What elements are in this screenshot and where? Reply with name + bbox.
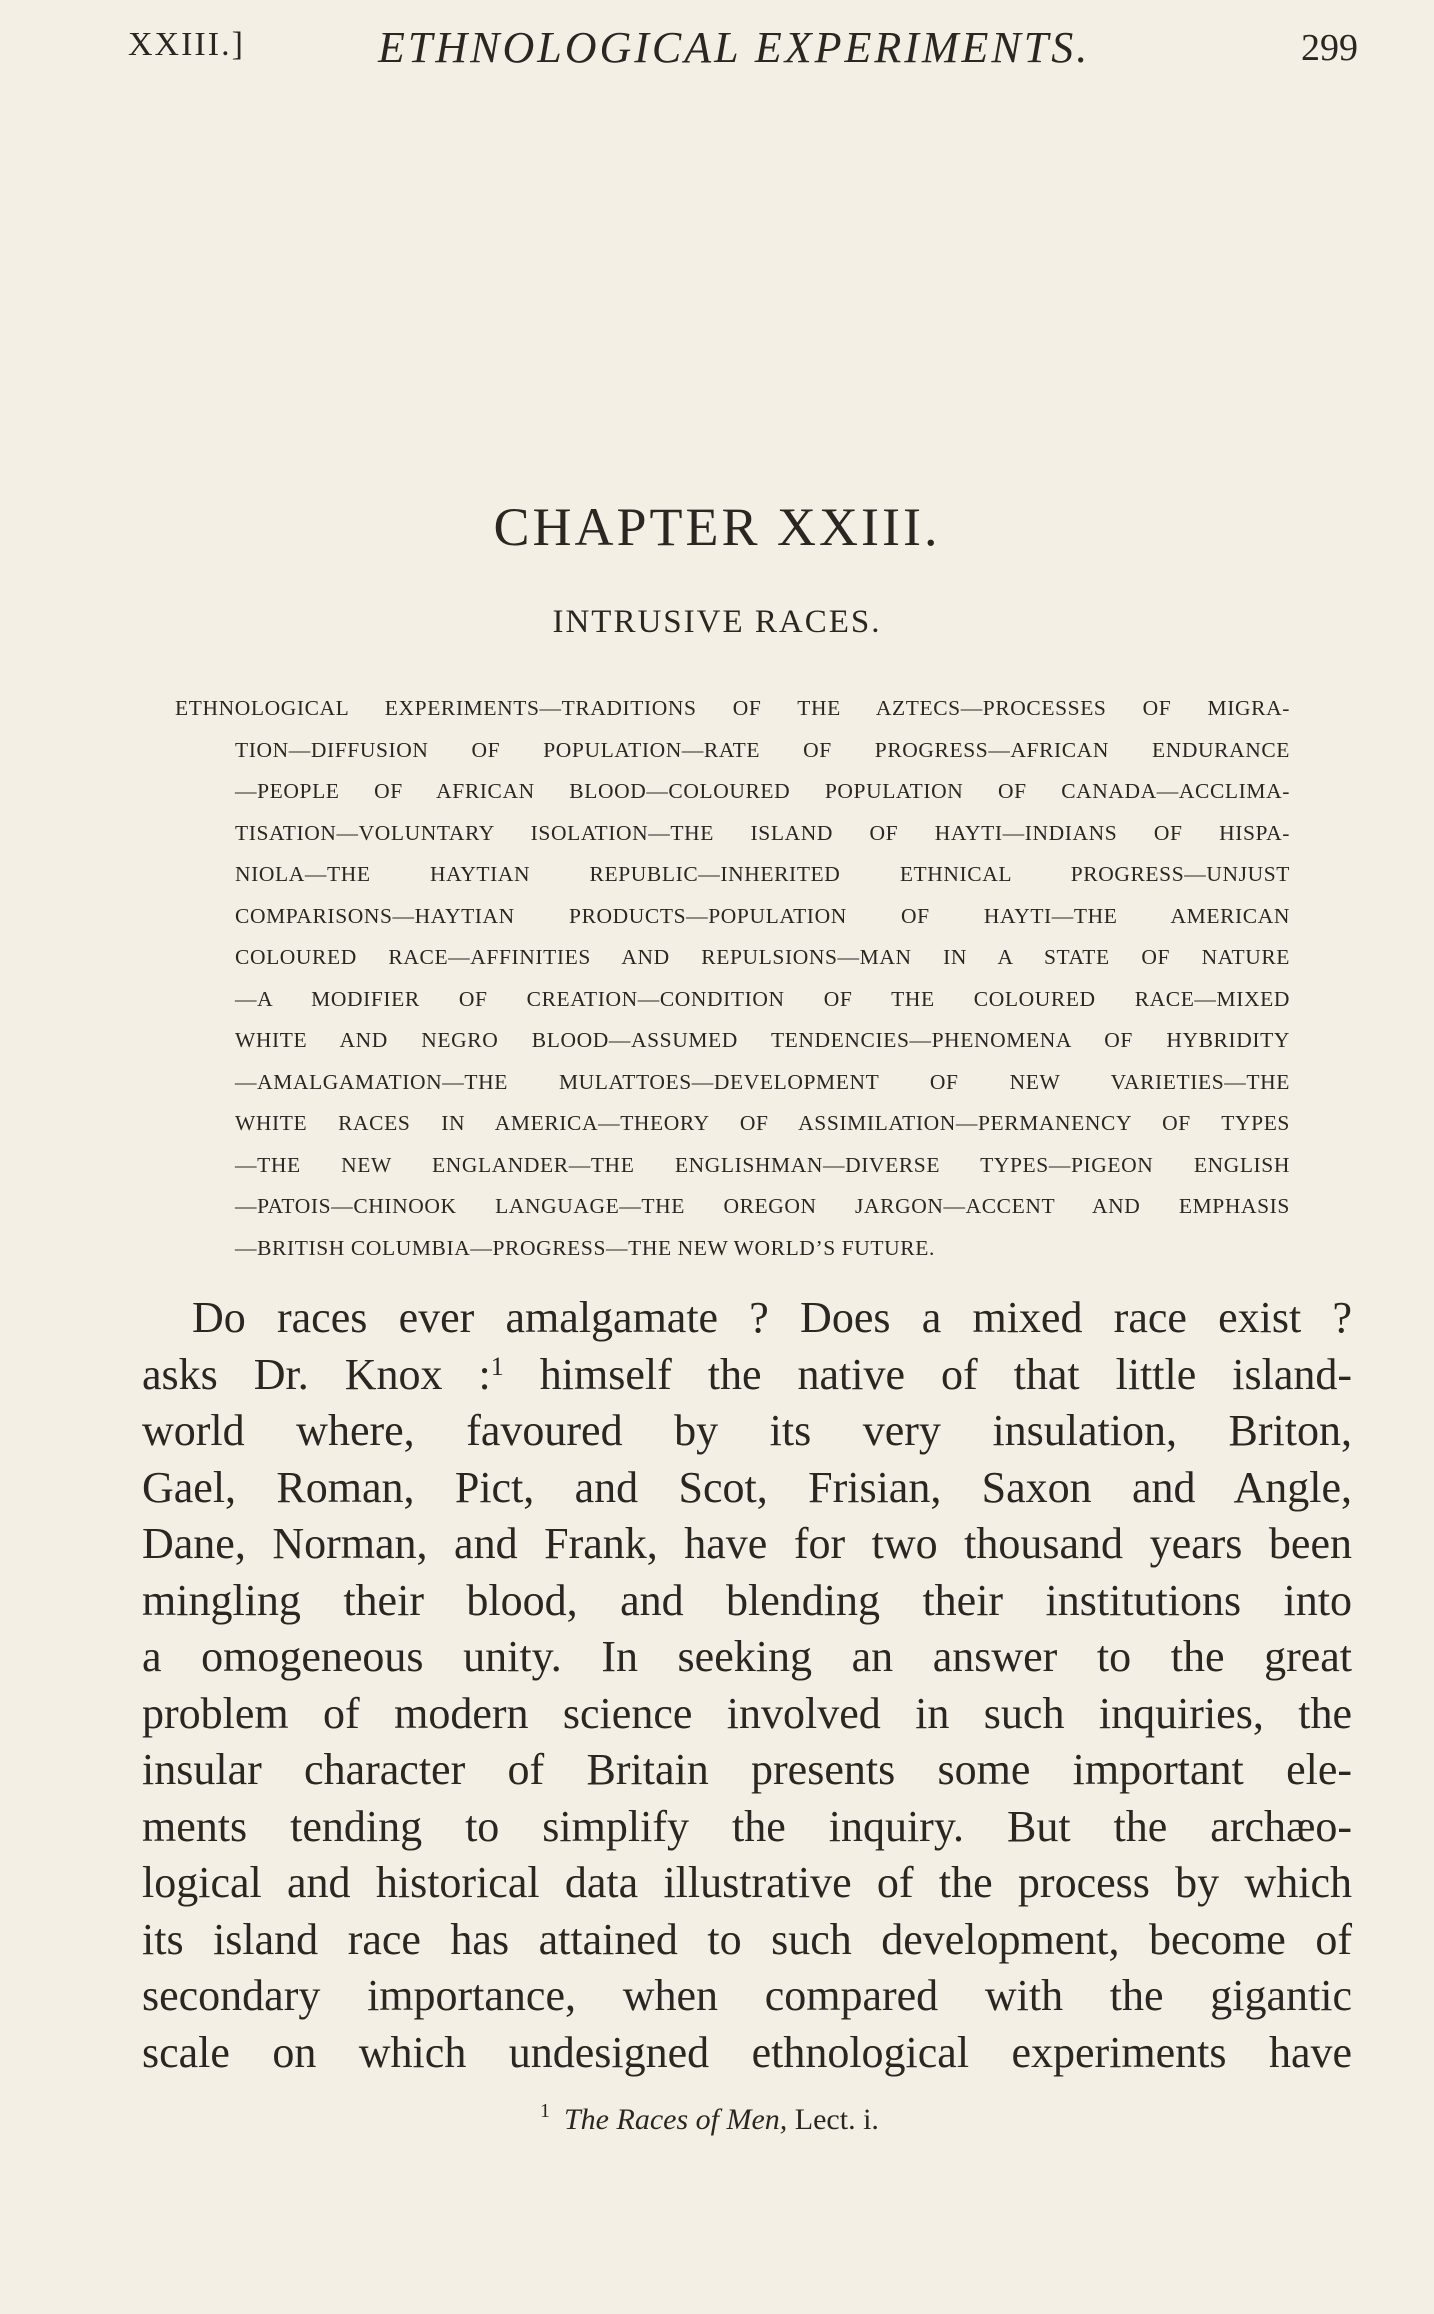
body-line: ments tending to simplify the inquiry. But the archæo- bbox=[142, 1801, 1352, 1851]
body-line: its island race has attained to such development, become of bbox=[142, 1914, 1352, 1964]
footnote-citation-rest: Lect. i. bbox=[787, 2103, 879, 2136]
body-line: a omogeneous unity. In seeking an answer to the great bbox=[142, 1632, 1352, 1681]
body-line: Gael, Roman, Pict, and Scot, Frisian, Saxon and Angle, bbox=[142, 1462, 1352, 1512]
synopsis-line: ETHNOLOGICAL EXPERIMENTS—TRADITIONS OF THE AZTECS—PROCESSES OF MIGRA- bbox=[175, 696, 1290, 720]
body-line: insular character of Britain presents some important ele- bbox=[142, 1745, 1352, 1794]
running-head-chapter: XXIII.] bbox=[128, 26, 245, 63]
body-line bbox=[142, 1347, 1352, 1404]
body-line-text: himself the native of that little island- bbox=[503, 1349, 1352, 1399]
synopsis-line: —AMALGAMATION—THE MULATTOES—DEVELOPMENT OF NEW VARIETIES—THE bbox=[235, 1069, 1290, 1094]
chapter-synopsis bbox=[175, 688, 1290, 1269]
synopsis-line: TISATION—VOLUNTARY ISOLATION—THE ISLAND OF HAYTI—INDIANS OF HISPA- bbox=[235, 820, 1290, 845]
footnote-citation-title: The Races of Men, bbox=[564, 2103, 788, 2136]
synopsis-line: WHITE RACES IN AMERICA—THEORY OF ASSIMILATION—PERMANENCY OF TYPES bbox=[235, 1111, 1290, 1135]
body-line: mingling their blood, and blending their institutions into bbox=[142, 1575, 1352, 1625]
footnote-mark: 1 bbox=[540, 2100, 550, 2122]
chapter-title: CHAPTER XXIII. bbox=[493, 497, 941, 557]
running-head bbox=[128, 18, 1358, 78]
running-head-title: ETHNOLOGICAL EXPERIMENTS. bbox=[378, 23, 1091, 72]
synopsis-line: COMPARISONS—HAYTIAN PRODUCTS—POPULATION OF HAYTI—THE AMERICAN bbox=[235, 903, 1290, 928]
synopsis-line: WHITE AND NEGRO BLOOD—ASSUMED TENDENCIES—PHENOMENA OF HYBRIDITY bbox=[235, 1028, 1290, 1052]
body-paragraph bbox=[142, 1290, 1352, 2081]
synopsis-line: —BRITISH COLUMBIA—PROGRESS—THE NEW WORLD’S FUTURE. bbox=[235, 1235, 935, 1260]
body-line: logical and historical data illustrative of the process by which bbox=[142, 1858, 1352, 1907]
body-line-text: asks Dr. Knox : bbox=[142, 1349, 491, 1399]
body-line: scale on which undesigned ethnological experiments have bbox=[142, 2027, 1352, 2077]
footnote-reference[interactable]: 1 bbox=[490, 1351, 504, 1381]
chapter-subtitle: INTRUSIVE RACES. bbox=[552, 604, 882, 640]
synopsis-line: NIOLA—THE HAYTIAN REPUBLIC—INHERITED ETHNICAL PROGRESS—UNJUST bbox=[235, 862, 1290, 886]
synopsis-line: —PATOIS—CHINOOK LANGUAGE—THE OREGON JARGON—ACCENT AND EMPHASIS bbox=[235, 1194, 1290, 1218]
synopsis-line: —THE NEW ENGLANDER—THE ENGLISHMAN—DIVERSE TYPES—PIGEON ENGLISH bbox=[235, 1152, 1290, 1177]
page-number: 299 bbox=[1301, 27, 1358, 69]
body-line: Do races ever amalgamate ? Does a mixed race exist ? bbox=[192, 1293, 1352, 1342]
synopsis-line: COLOURED RACE—AFFINITIES AND REPULSIONS—MAN IN A STATE OF NATURE bbox=[235, 945, 1290, 969]
body-line: Dane, Norman, and Frank, have for two thousand years been bbox=[142, 1519, 1352, 1568]
body-line: secondary importance, when compared with the gigantic bbox=[142, 1971, 1352, 2020]
synopsis-line: TION—DIFFUSION OF POPULATION—RATE OF PROGRESS—AFRICAN ENDURANCE bbox=[235, 737, 1290, 762]
synopsis-line: —A MODIFIER OF CREATION—CONDITION OF THE COLOURED RACE—MIXED bbox=[235, 986, 1290, 1011]
body-line: problem of modern science involved in such inquiries, the bbox=[142, 1688, 1352, 1738]
footnote bbox=[540, 2100, 879, 2137]
synopsis-line: —PEOPLE OF AFRICAN BLOOD—COLOURED POPULATION OF CANADA—ACCLIMA- bbox=[235, 779, 1290, 803]
body-line: world where, favoured by its very insulation, Briton, bbox=[142, 1406, 1352, 1455]
